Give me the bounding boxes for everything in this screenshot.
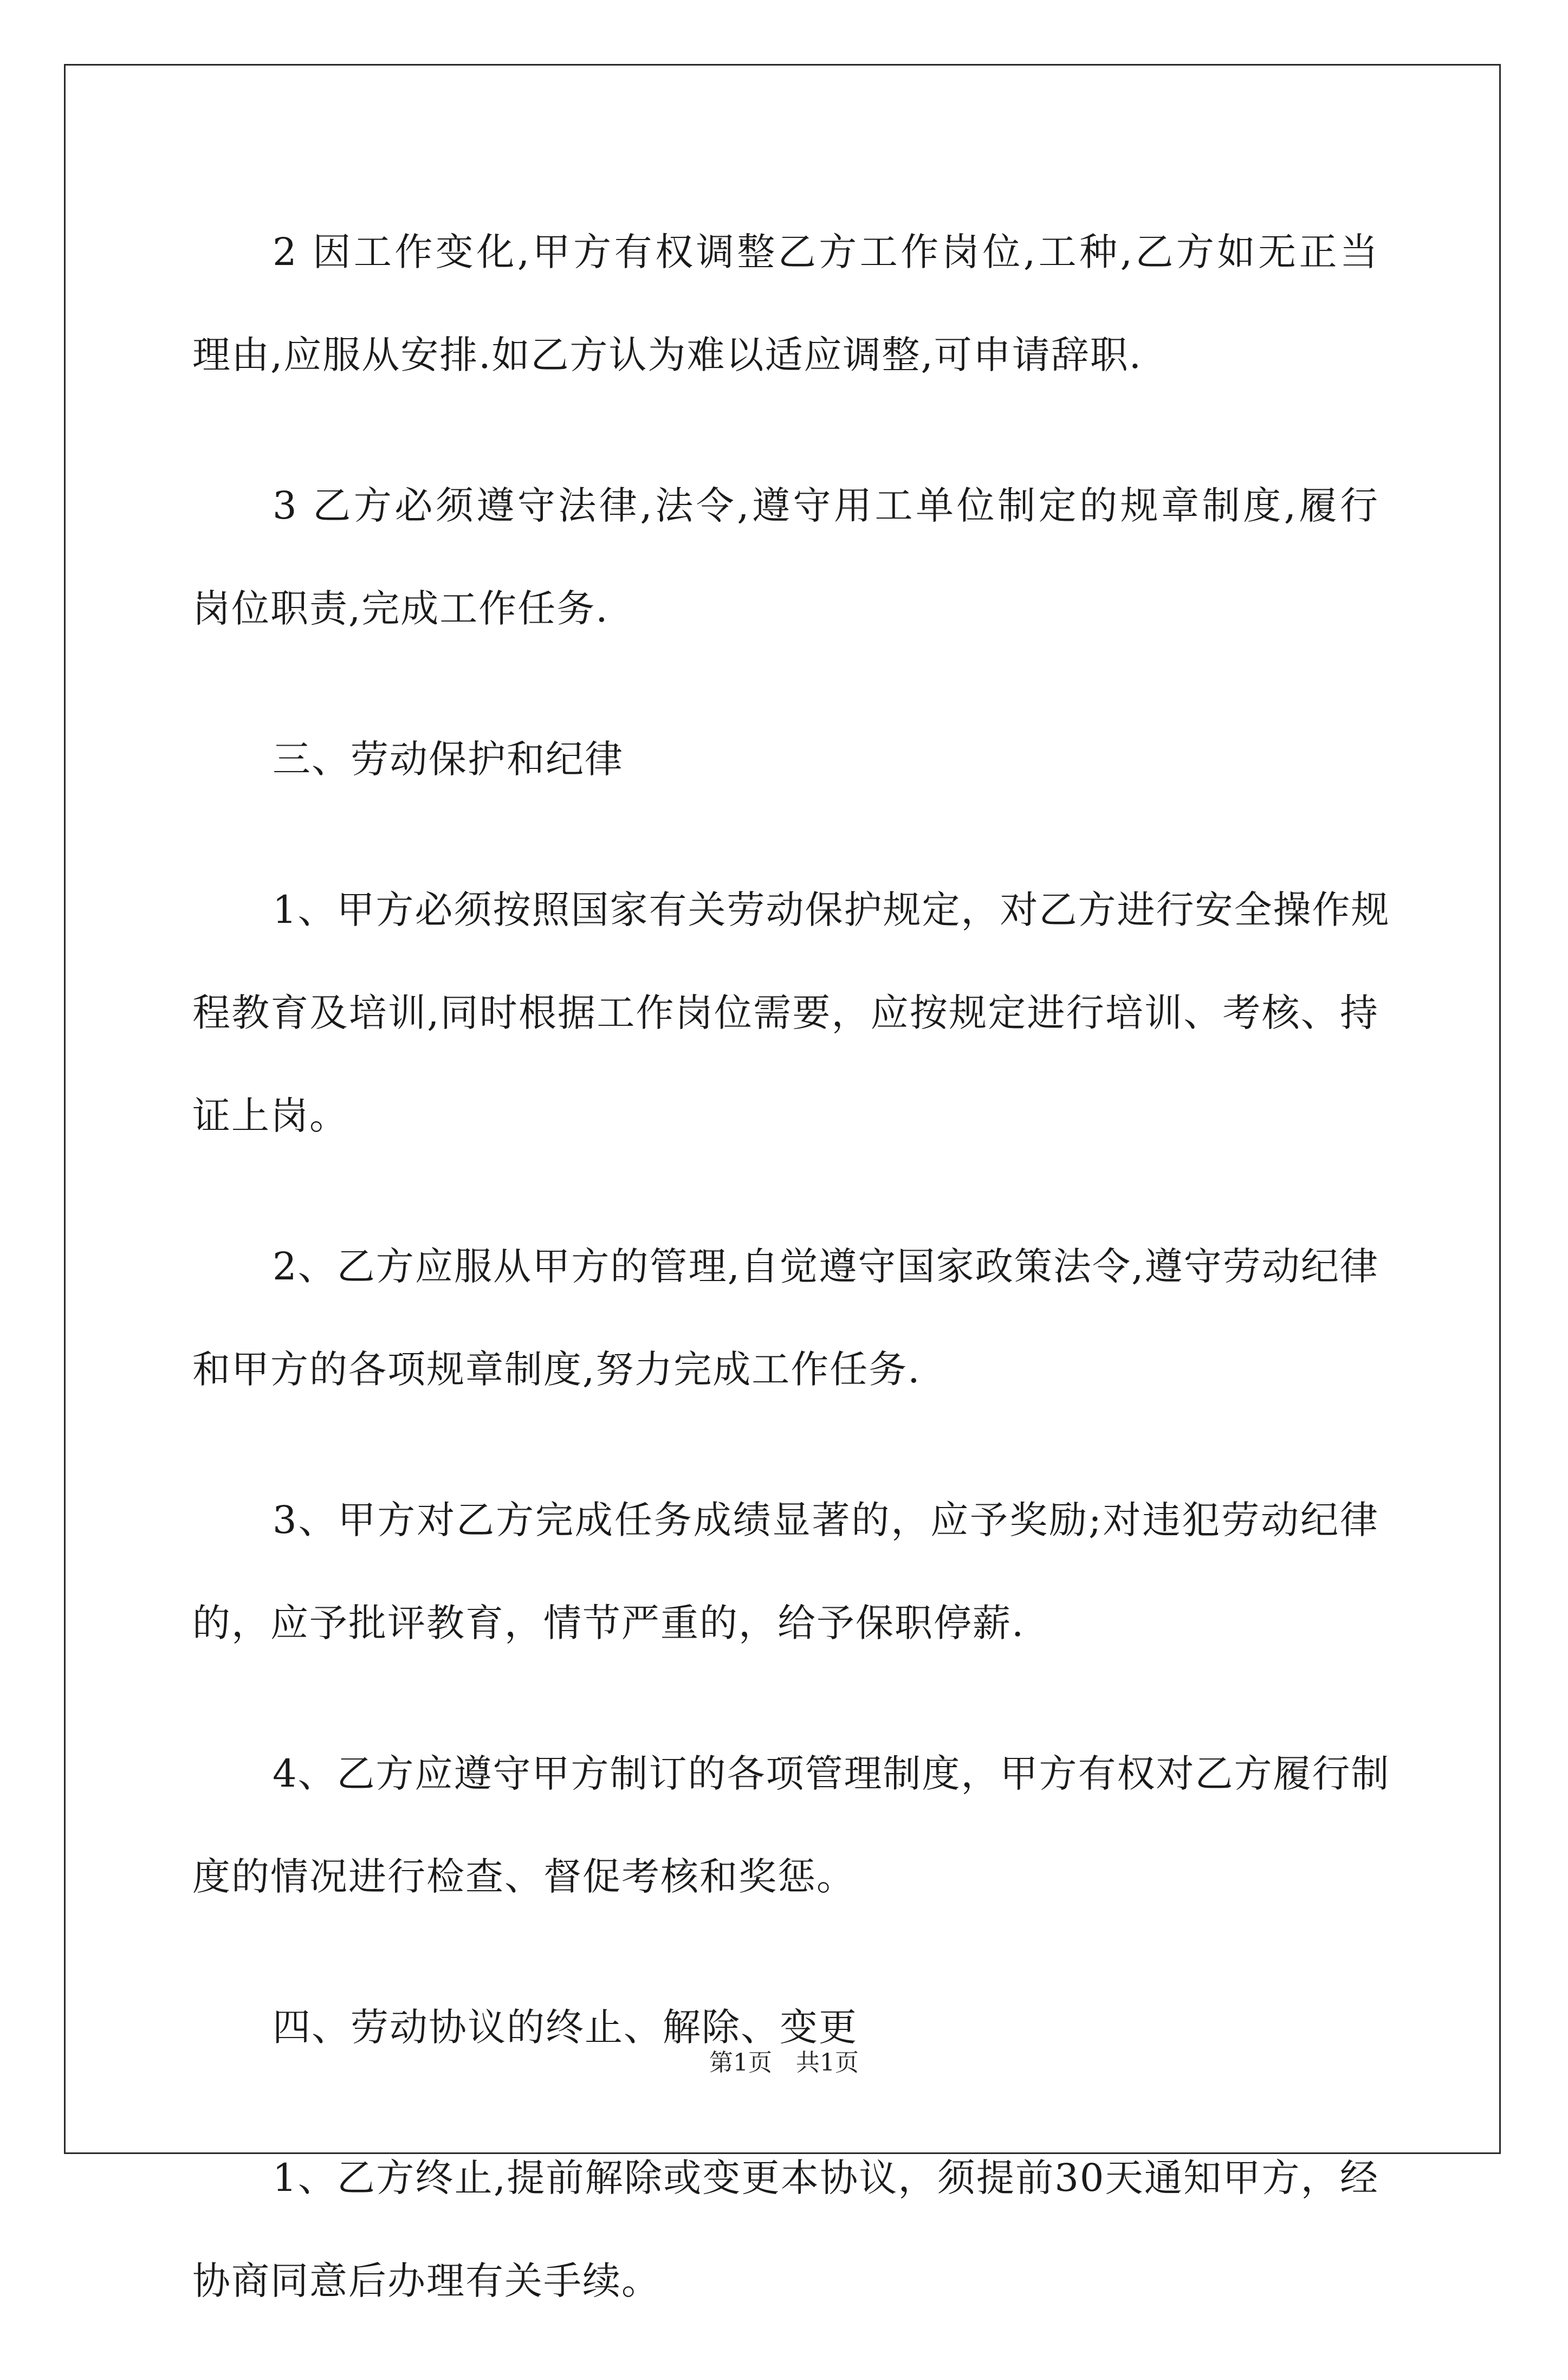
clause-2-job-adjustment [192,201,1379,406]
section-heading: 四、劳动协议的终止、解除、变更 [273,2005,858,2049]
clause-3-rewards-penalties [192,1469,1379,1674]
paragraph-line: 2 因工作变化,甲方有权调整乙方工作岗位,工种,乙方如无正当 [273,230,1379,274]
section-heading-labor-protection [192,708,1379,811]
paragraph-line: 3、甲方对乙方完成任务成绩显著的，应予奖励;对违犯劳动纪律 [273,1498,1379,1542]
clause-2-obey-management [192,1215,1379,1421]
paragraph-line: 3 乙方必须遵守法律,法令,遵守用工单位制定的规章制度,履行 [273,483,1379,528]
paragraph-line: 和甲方的各项规章制度,努力完成工作任务. [192,1347,921,1392]
clause-1-notice-period [192,2126,1379,2332]
paragraph-line: 度的情况进行检查、督促考核和奖惩。 [192,1854,856,1899]
paragraph-line: 1、甲方必须按照国家有关劳动保护规定，对乙方进行安全操作规 [273,888,1390,932]
paragraph-line: 2、乙方应服从甲方的管理,自觉遵守国家政策法令,遵守劳动纪律 [273,1244,1379,1289]
paragraph-line: 4、乙方应遵守甲方制订的各项管理制度，甲方有权对乙方履行制 [273,1751,1390,1796]
paragraph-line: 岗位职责,完成工作任务. [192,586,609,631]
page-number-footer: 第1页 共1页 [709,2049,859,2077]
clause-1-safety-training [192,858,1390,1167]
clause-4-management-system [192,1722,1390,1928]
section-heading: 三、劳动保护和纪律 [273,737,624,781]
clause-3-obey-rules [192,454,1379,660]
paragraph-line: 程教育及培训,同时根据工作岗位需要，应按规定进行培训、考核、持 [192,991,1379,1035]
paragraph-line: 的，应予批评教育，情节严重的，给予保职停薪. [192,1601,1025,1645]
paragraph-line: 协商同意后办理有关手续。 [192,2259,660,2303]
paragraph-line: 1、乙方终止,提前解除或变更本协议，须提前30天通知甲方，经 [273,2156,1379,2200]
paragraph-line: 理由,应服从安排.如乙方认为难以适应调整,可申请辞职. [192,333,1143,377]
paragraph-line: 证上岗。 [192,1094,348,1138]
